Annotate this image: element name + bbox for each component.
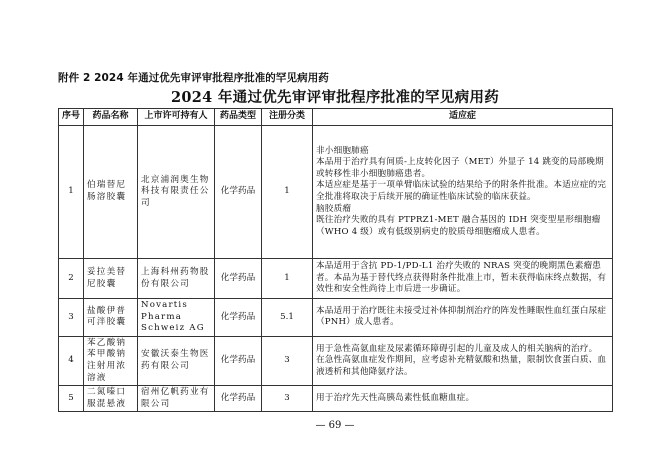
cell-seq: 2 [59,259,84,299]
indication-paragraph: 本品适用于含抗 PD-1/PD-L1 治疗失败的 NRAS 突变的晚期黑色素瘤患者。本品为基于替代终点获得附条件批准上市，暂未获得临床终点数据，有效性和安全性尚待上市后进一步确证。 [316,261,607,295]
table-row [59,299,613,337]
cell-holder: 上海科州药物股份有限公司 [138,259,215,299]
indication-paragraph: 本适应症是基于一项单臂临床试验的结果给予的附条件批准。本适应症的完全批准将取决于后续开展的确证性临床试验的临床获益。 [316,180,607,202]
cell-seq: 1 [59,126,84,259]
cell-drug-name: 妥拉美替尼胶囊 [84,259,138,299]
header-holder: 上市许可持有人 [138,109,215,126]
table-row [59,126,613,259]
cell-holder: 宿州亿帆药业有限公司 [138,386,215,412]
header-drug-name: 药品名称 [84,109,138,126]
indication-paragraph: 本品适用于治疗既往未接受过补体抑制剂治疗的阵发性睡眠性血红蛋白尿症（PNH）成人患者。 [316,305,607,328]
cell-indication [313,259,613,299]
cell-seq: 5 [59,386,84,412]
cell-seq: 4 [59,336,84,385]
cell-drug-name: 伯瑞替尼肠溶胶囊 [84,126,138,259]
indication-paragraph: 脑胶质瘤 [316,203,352,214]
indication-paragraph: 非小细胞肺癌 [316,145,369,156]
cell-registration-class: 1 [262,126,313,259]
table-row [59,386,613,412]
header-registration-class: 注册分类 [262,109,313,126]
table-row [59,259,613,299]
cell-drug-name: 盐酸伊普可泮胶囊 [84,299,138,337]
cell-indication [313,299,613,337]
cell-holder: Novartis Pharma Schweiz AG [138,299,215,337]
page-number: — 69 — [315,420,355,431]
table-header-row [59,109,613,126]
cell-drug-name: 二氮嗪口服混悬液 [84,386,138,412]
indication-paragraph: 用于急性高氨血症及尿素循环障碍引起的儿童及成人的相关脑病的治疗。 [316,343,598,354]
cell-registration-class: 5.1 [262,299,313,337]
cell-indication [313,336,613,385]
indication-paragraph: 既往治疗失败的具有 PTPRZ1-MET 融合基因的 IDH 突变型星形细胞瘤（WHO 4 级）或有低级别病史的胶质母细胞瘤成人患者。 [316,215,601,237]
cell-seq: 3 [59,299,84,337]
header-drug-type: 药品类型 [215,109,262,126]
cell-holder: 北京浦润奥生物科技有限责任公司 [138,126,215,259]
cell-registration-class: 1 [262,259,313,299]
cell-indication [313,386,613,412]
cell-drug-type: 化学药品 [215,126,262,259]
cell-indication [313,126,613,259]
cell-drug-type: 化学药品 [215,299,262,337]
indication-paragraph: 在急性高氨血症发作期间，应考虑补充精氨酸和热量，限制饮食蛋白质、血液透析和其他降氨疗法。 [316,355,607,377]
attachment-label: 附件 2 2024 年通过优先审评审批程序批准的罕见病用药 [58,72,329,84]
page-title: 2024 年通过优先审评审批程序批准的罕见病用药 [170,89,500,106]
table-body [59,126,613,412]
indication-paragraph: 本品用于治疗具有间质-上皮转化因子（MET）外显子 14 跳变的局部晚期或转移性非小细胞肺癌患者。 [316,157,604,179]
drug-table [58,108,613,412]
table-row [59,336,613,385]
cell-drug-name: 苯乙酸钠苯甲酸钠注射用浓溶液 [84,336,138,385]
cell-holder: 安徽沃泰生物医药有限公司 [138,336,215,385]
header-indication: 适应症 [313,109,613,126]
indication-paragraph: 用于治疗先天性高胰岛素性低血糖血症。 [316,392,475,403]
cell-drug-type: 化学药品 [215,386,262,412]
cell-drug-type: 化学药品 [215,259,262,299]
cell-drug-type: 化学药品 [215,336,262,385]
cell-registration-class: 3 [262,386,313,412]
header-seq: 序号 [59,109,84,126]
cell-registration-class: 3 [262,336,313,385]
